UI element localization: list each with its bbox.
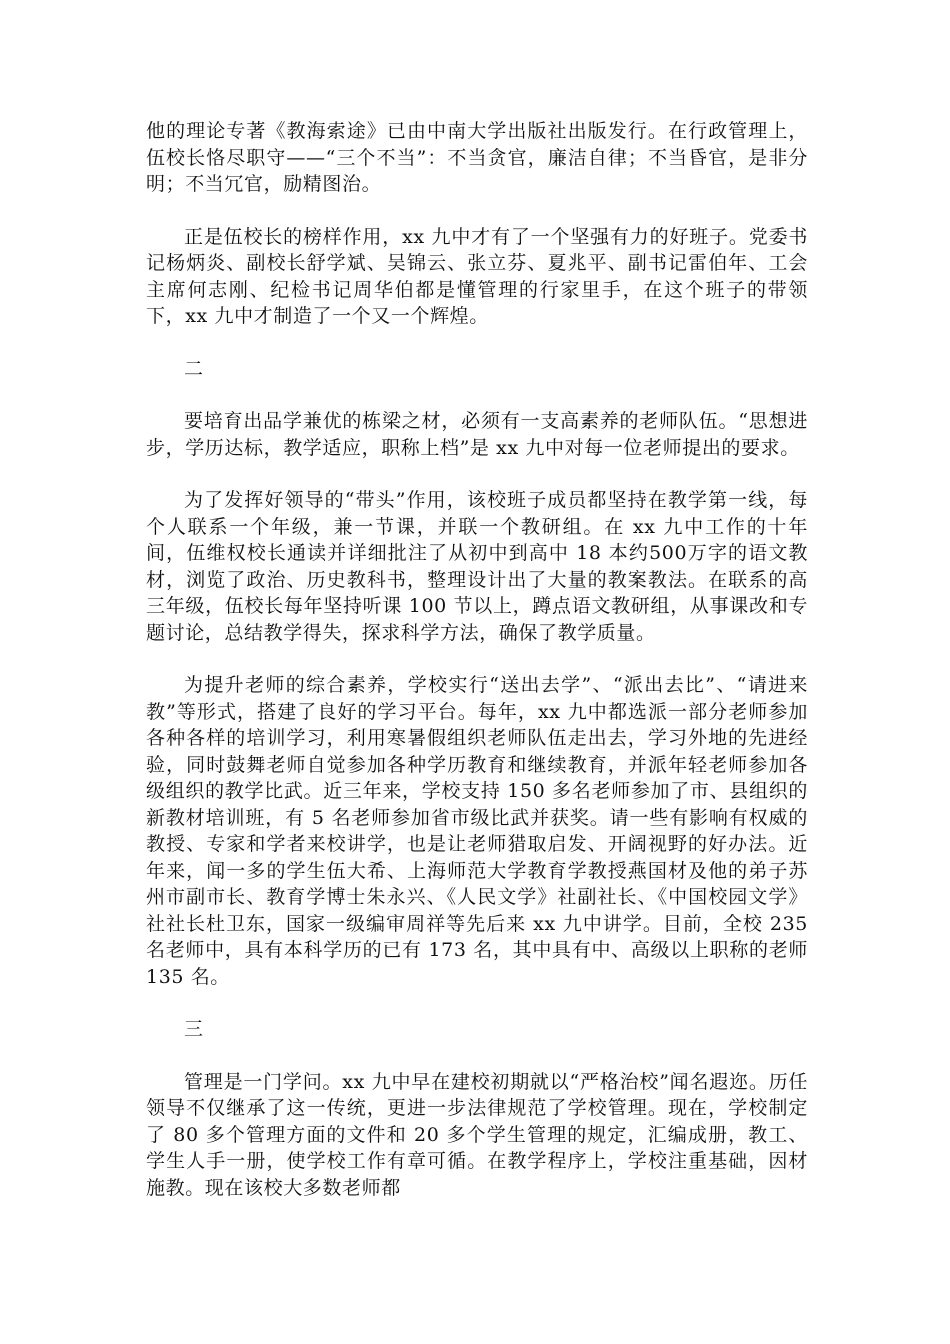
paragraph: 正是伍校长的榜样作用，xx 九中才有了一个坚强有力的好班子。党委书记杨炳炎、副校长舒学斌、吴锦云、张立芬、夏兆平、副书记雷伯年、工会主席何志刚、纪检书记周华伯都是懂管理的行家里手，在这个班子的带领下，xx 九中才制造了一个又一个辉煌。 — [146, 225, 808, 327]
section-heading-2: 二 — [184, 357, 204, 380]
paragraph: 为提升老师的综合素养，学校实行“送出去学”、“派出去比”、“请进来教”等形式，搭建了良好的学习平台。每年，xx 九中都选派一部分老师参加各种各样的培训学习，利用寒暑假组织老师队伍走出去，学习外地的先进经验，同时鼓舞老师自觉参加各种学历教育和继续教育，并派年轻老师参加各级组织的教学比武。近三年来，学校支持 150 多名老师参加了市、县组织的新教材培训班，有 5 名老师参加省市级比武并获奖。请一些有影响有权威的教授、专家和学者来校讲学，也是让老师猎取启发、开阔视野的好办法。近年来，闻一多的学生伍大希、上海师范大学教育学教授燕国材及他的弟子苏州市副市长、教育学博士朱永兴、《人民文学》社副社长、《中国校园文学》社社长杜卫东，国家一级编审周祥等先后来 xx 九中讲学。目前，全校 235 名老师中，具有本科学历的已有 173 名，其中具有中、高级以上职称的老师 135 名。 — [146, 674, 808, 988]
section-heading-3: 三 — [184, 1018, 204, 1040]
paragraph-continued: 他的理论专著《教海索途》已由中南大学出版社出版发行。在行政管理上，伍校长恪尽职守——“三个不当”：不当贪官，廉洁自律；不当昏官，是非分明；不当冗官，励精图治。 — [146, 120, 808, 195]
paragraph: 管理是一门学问。xx 九中早在建校初期就以“严格治校”闻名遐迩。历任领导不仅继承了这一传统，更进一步法律规范了学校管理。现在，学校制定了 80 多个管理方面的文件和 20 多个学生管理的规定，汇编成册，教工、学生人手一册，使学校工作有章可循。在教学程序上，学校注重基础，因材施教。现在该校大多数老师都 — [146, 1070, 808, 1199]
paragraph: 要培育出品学兼优的栋梁之材，必须有一支高素养的老师队伍。“思想进步，学历达标，教学适应，职称上档”是 xx 九中对每一位老师提出的要求。 — [146, 410, 808, 459]
document-body — [146, 118, 808, 1227]
paragraph: 为了发挥好领导的“带头”作用，该校班子成员都坚持在教学第一线，每个人联系一个年级，兼一节课，并联一个教研组。在 xx 九中工作的十年间，伍维权校长通读并详细批注了从初中到高中 18 本约500万字的语文教材，浏览了政治、历史教科书，整理设计出了大量的教案教法。在联系的高三年级，伍校长每年坚持听课 100 节以上，蹲点语文教研组，从事课改和专题讨论，总结教学得失，探求科学方法，确保了教学质量。 — [146, 489, 808, 644]
